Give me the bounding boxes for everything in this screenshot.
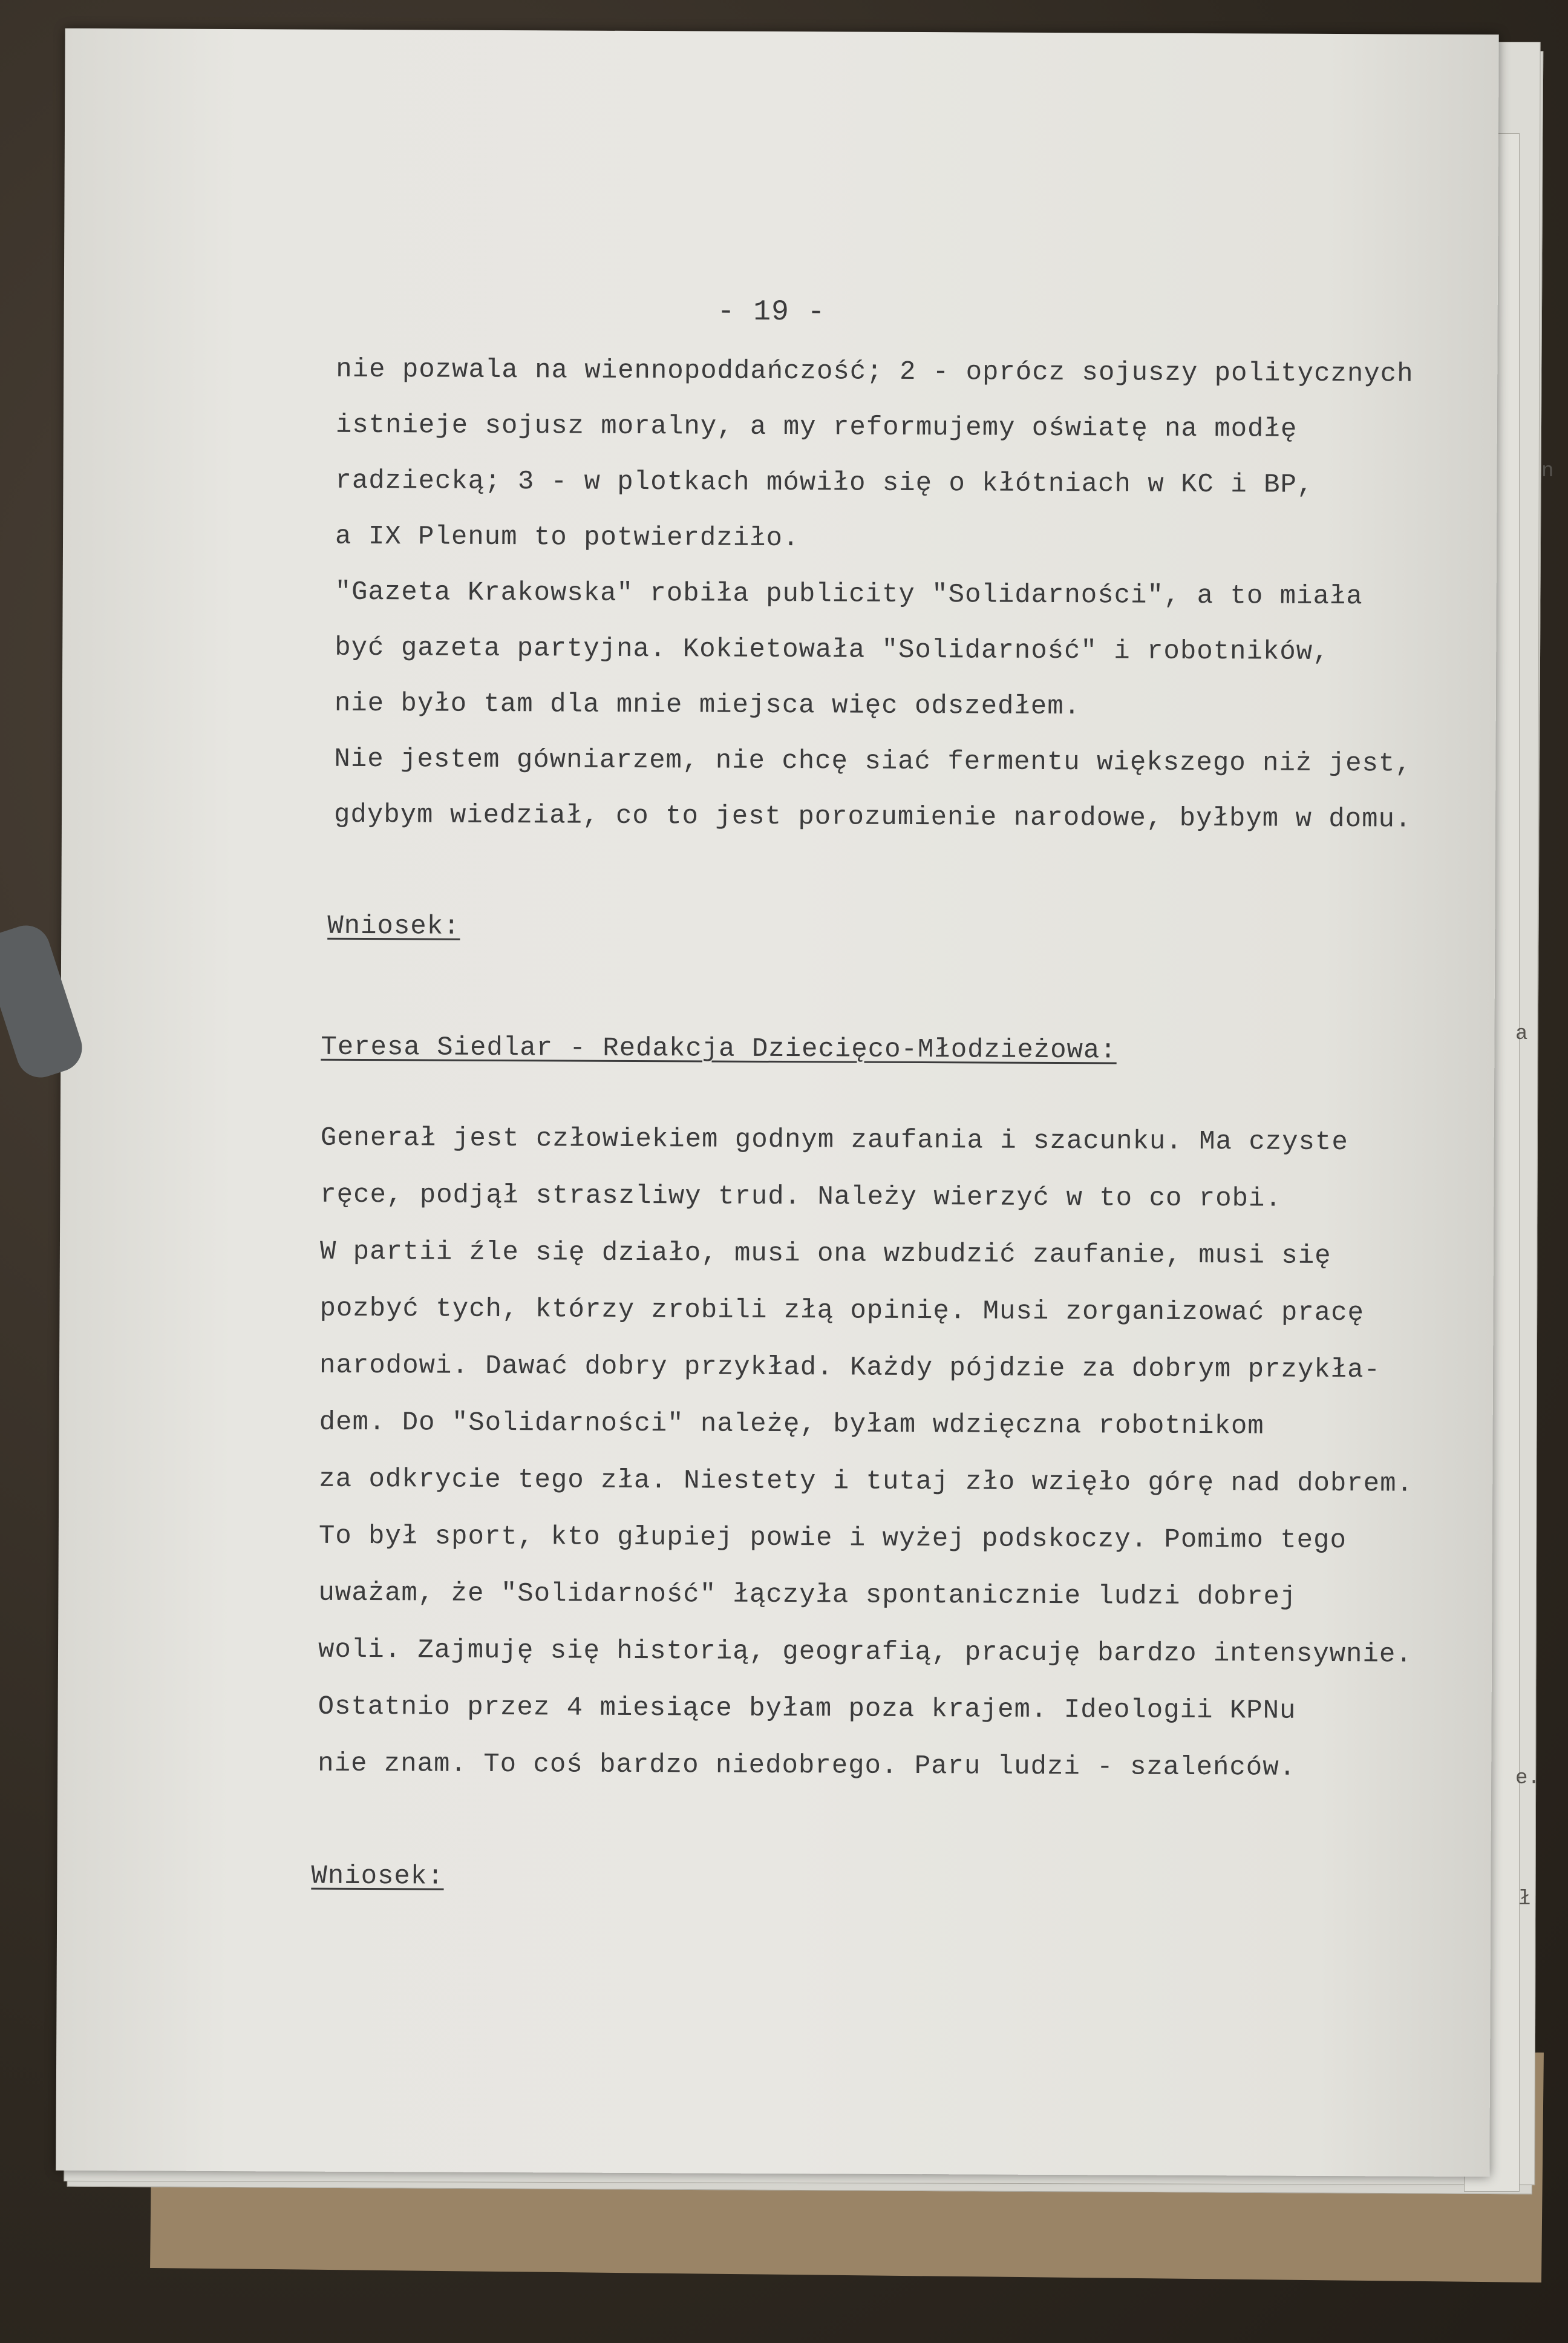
text-line: "Gazeta Krakowska" robiła publicity "Solidarności", a to miała <box>335 577 1363 612</box>
edge-text-fragment: a <box>1515 1023 1528 1046</box>
edge-text-fragment: e. <box>1515 1767 1540 1790</box>
text-line: nie znam. To coś bardzo niedobrego. Paru ludzi - szaleńców. <box>318 1748 1296 1783</box>
text-line: woli. Zajmuję się historią, geografią, pracuję bardzo intensywnie. <box>318 1634 1413 1670</box>
text-line: narodowi. Dawać dobry przykład. Każdy pójdzie za dobrym przykła- <box>319 1350 1381 1386</box>
text-line: uważam, że "Solidarność" łączyła spontanicznie ludzi dobrej <box>318 1578 1297 1613</box>
text-line: być gazeta partyjna. Kokietowała "Solidarność" i robotników, <box>335 632 1330 667</box>
text-line: istnieje sojusz moralny, a my reformujemy oświatę na modłę <box>335 410 1298 445</box>
conclusion-label: Wniosek: <box>327 911 460 942</box>
text-line: Ostatnio przez 4 miesiące byłam poza krajem. Ideologii KPNu <box>318 1691 1296 1726</box>
text-line: Generał jest człowiekiem godnym zaufania i szacunku. Ma czyste <box>320 1122 1348 1158</box>
text-line: radziecką; 3 - w plotkach mówiło się o kłótniach w KC i BP, <box>335 465 1314 500</box>
text-line: nie było tam dla mnie miejsca więc odszedłem. <box>334 688 1081 723</box>
text-line: dem. Do "Solidarności" należę, byłam wdzięczna robotnikom <box>319 1407 1264 1442</box>
speaker-heading: Teresa Siedlar - Redakcja Dziecięco-Młodzieżowa: <box>321 1032 1117 1066</box>
text-line: Nie jestem gówniarzem, nie chcę siać fermentu większego niż jest, <box>334 744 1412 779</box>
text-line: To był sport, kto głupiej powie i wyżej podskoczy. Pomimo tego <box>318 1521 1347 1556</box>
text-line: ręce, podjął straszliwy trud. Należy wierzyć w to co robi. <box>320 1179 1282 1214</box>
text-line: za odkrycie tego zła. Niestety i tutaj zło wzięło górę nad dobrem. <box>319 1464 1414 1499</box>
text-line: nie pozwala na wiennopoddańczość; 2 - oprócz sojuszy politycznych <box>336 354 1414 390</box>
text-line: a IX Plenum to potwierdziło. <box>335 521 800 554</box>
conclusion-label: Wniosek: <box>311 1861 444 1892</box>
edge-text-fragment: n <box>1541 460 1554 483</box>
page-number: - 19 - <box>717 295 826 329</box>
text-line: gdybym wiedział, co to jest porozumienie narodowe, byłbym w domu. <box>333 799 1412 835</box>
text-line: W partii źle się działo, musi ona wzbudzić zaufanie, musi się <box>319 1236 1331 1271</box>
edge-text-fragment: ł <box>1518 1888 1531 1911</box>
text-line: pozbyć tych, którzy zrobili złą opinię. Musi zorganizować pracę <box>319 1293 1365 1329</box>
typewritten-page <box>56 28 1498 2177</box>
